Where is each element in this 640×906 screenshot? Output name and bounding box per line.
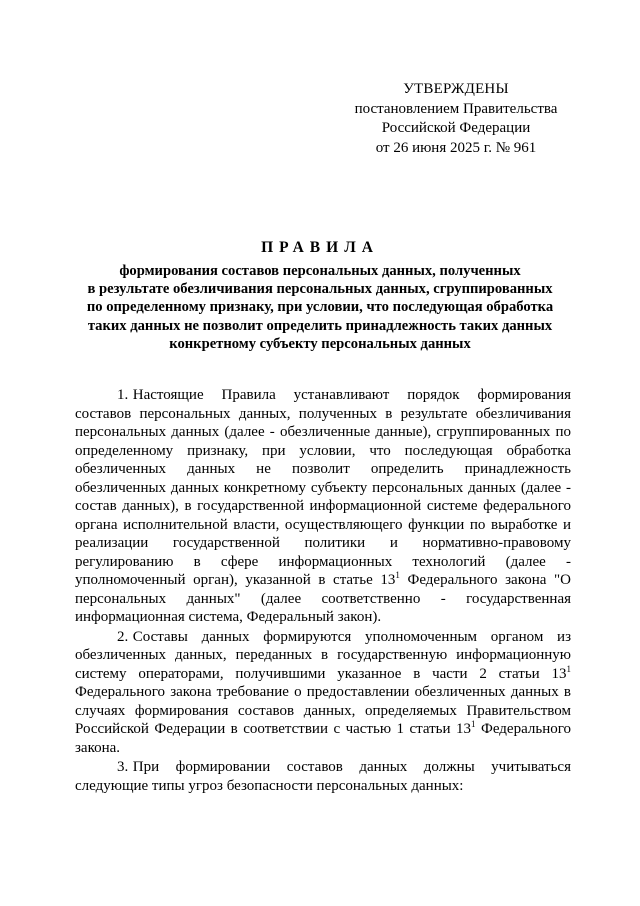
superscript: 1 — [471, 719, 476, 729]
approval-line-2: Российской Федерации — [381, 120, 531, 136]
paragraph-text: При формировании составов данных должны учитываться следующие типы угроз безопасности персональных данных: — [75, 759, 571, 794]
approval-line-1: постановлением Правительства — [354, 100, 558, 117]
document-title: ПРАВИЛА — [261, 239, 379, 256]
paragraph-number: 3. — [117, 759, 129, 775]
subtitle-line: формирования составов персональных данных, полученных — [119, 263, 521, 279]
paragraph-text: Настоящие Правила устанавливают порядок формирования составов персональных данных, полученных в результате обезличивания персональных данных (далее - обезличенные данные), сгруппированных по определенному признаку, при условии, что последующая обработка обезличенных данных не позволит определить принадлежность обезличенных данных конкретному субъекту персональных данных (далее - состав данных), в государственной информационной системе федерального органа исполнительной власти, осуществляющего функции по выработке и реализации государственной политики и нормативно-правовому регулированию в сфере информационных технологий (далее - уполномоченный орган), указанной в статье 13 — [75, 387, 571, 588]
subtitle-line: в результате обезличивания персональных данных, сгруппированных — [87, 281, 553, 298]
document-subtitle — [60, 262, 580, 353]
paragraph-text: Федерального закона. — [75, 721, 571, 756]
paragraph-text: Федерального закона "О персональных данных" (далее соответственно - государственная информационная система, Федеральный закон). — [75, 572, 571, 625]
approval-block — [338, 80, 574, 158]
paragraph-number: 2. — [117, 628, 129, 645]
paragraph-text: Составы данных формируются уполномоченным органом из обезличенных данных, переданных в государственную информационную систему операторами, получившими указанное в части 2 статьи 13 — [75, 628, 571, 682]
superscript: 1 — [566, 663, 571, 674]
paragraph-number: 1. — [117, 387, 129, 403]
paragraph-3 — [75, 758, 571, 795]
subtitle-line: по определенному признаку, при условии, что последующая обработка — [86, 299, 554, 316]
paragraph-1 — [75, 386, 571, 627]
approval-line-3: от 26 июня 2025 г. № 961 — [375, 139, 537, 156]
superscript: 1 — [395, 570, 400, 580]
subtitle-line: конкретному субъекту персональных данных — [169, 335, 471, 352]
subtitle-line: таких данных не позволит определить принадлежность таких данных — [87, 317, 553, 334]
approval-heading: УТВЕРЖДЕНЫ — [403, 81, 509, 97]
document-body — [75, 386, 571, 796]
paragraph-text: Федерального закона требование о предоставлении обезличенных данных в случаях формирования составов данных, определяемых Правительством Российской Федерации в соответствии с частью 1 статьи 13 — [75, 684, 571, 737]
paragraph-2 — [75, 628, 571, 758]
